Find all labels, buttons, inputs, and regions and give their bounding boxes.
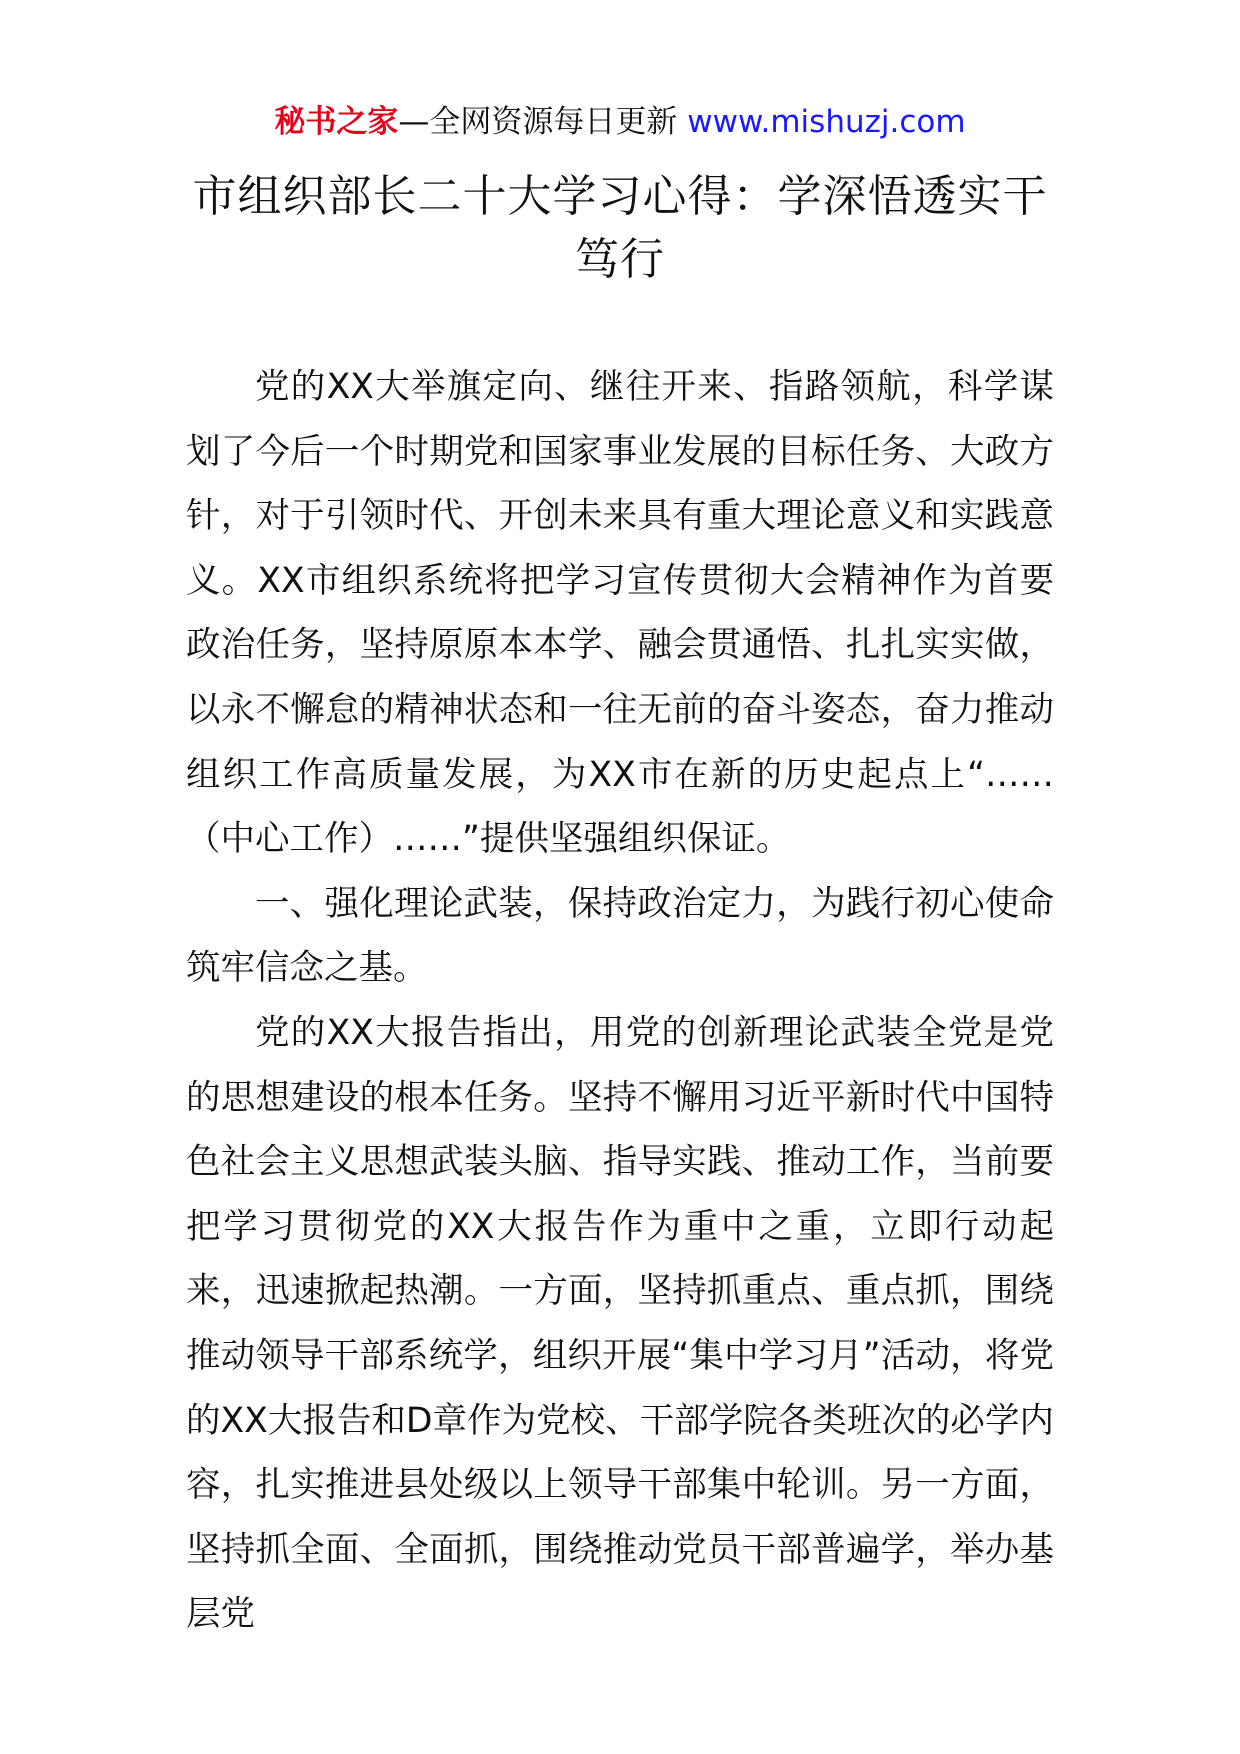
- brand-name: 秘书之家: [274, 104, 399, 140]
- section-heading: 一、强化理论武装，保持政治定力，为践行初心使命筑牢信念之基。: [186, 883, 1054, 989]
- site-header: [0, 100, 1240, 144]
- body-paragraph: 党的XX大举旗定向、继往开来、指路领航，科学谋划了今后一个时期党和国家事业发展的目标任务、大政方针，对于引领时代、开创未来具有重大理论意义和实践意义。XX市组织系统将把学习宣传贯彻大会精神作为首要政治任务，坚持原原本本学、融会贯通悟、扎扎实实做，以永不懈怠的精神状态和一往无前的奋斗姿态，奋力推动组织工作高质量发展，为XX市在新的历史起点上“……（中心工作）……”提供坚强组织保证。: [186, 367, 1054, 860]
- document-body: [186, 355, 1054, 1647]
- document-title: 市组织部长二十大学习心得：学深悟透实干笃行: [192, 171, 1048, 285]
- header-tagline: —全网资源每日更新: [398, 104, 688, 140]
- site-url-link[interactable]: www.mishuzj.com: [687, 104, 966, 140]
- body-paragraph: 党的XX大报告指出，用党的创新理论武装全党是党的思想建设的根本任务。坚持不懈用习近平新时代中国特色社会主义思想武装头脑、指导实践、推动工作，当前要把学习贯彻党的XX大报告作为重中之重，立即行动起来，迅速掀起热潮。一方面，坚持抓重点、重点抓，围绕推动领导干部系统学，组织开展“集中学习月”活动，将党的XX大报告和D章作为党校、干部学院各类班次的必学内容，扎实推进县处级以上领导干部集中轮训。另一方面，坚持抓全面、全面抓，围绕推动党员干部普遍学，举办基层党: [186, 1012, 1054, 1635]
